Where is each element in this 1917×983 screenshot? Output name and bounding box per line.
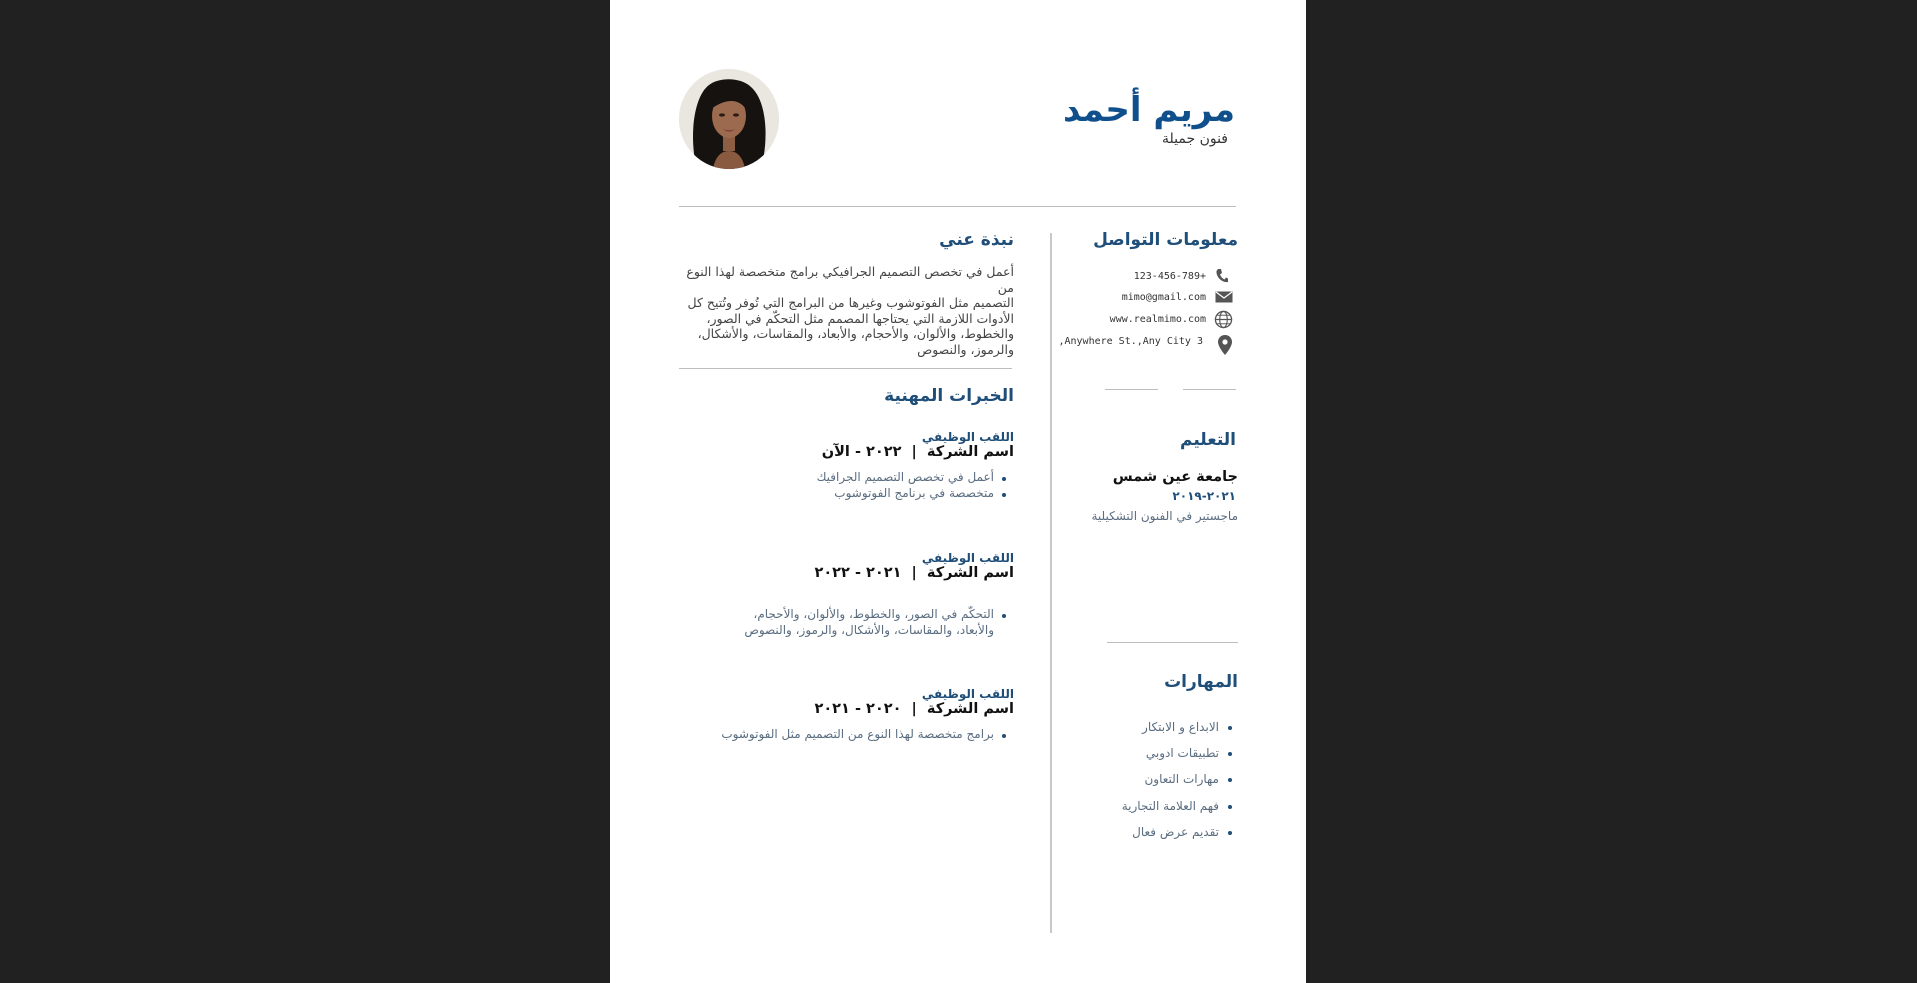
phone-icon [1215, 268, 1229, 284]
avatar [679, 69, 779, 169]
skill-text: تقديم عرض فعال [1132, 825, 1219, 839]
column-divider [1050, 233, 1052, 933]
contact-divider-left [1105, 389, 1158, 390]
job-bullet: متخصصة في برنامج الفوتوشوب [834, 486, 994, 500]
education-heading: التعليم [1180, 430, 1236, 450]
header-divider [679, 206, 1236, 207]
email-icon [1215, 291, 1233, 303]
job-title: اللقب الوظيفي [921, 551, 1014, 565]
about-paragraph [674, 264, 1014, 358]
company-name: اسم الشركة [926, 701, 1014, 717]
contact-divider-right [1183, 389, 1236, 390]
job-bullet-line: التحكّم في الصور، والخطوط، والألوان، والأحجام، [753, 607, 994, 621]
education-years: ٢٠٢١-٢٠١٩ [1172, 489, 1236, 503]
job-bullet-line: والأبعاد، والمقاسات، والأشكال، والرموز، والنصوص [744, 622, 994, 637]
bullet-dot [1228, 805, 1232, 809]
portrait-image [679, 69, 779, 169]
bullet-dot [1228, 831, 1232, 835]
email-text: mimo@gmail.com [1121, 292, 1206, 303]
job-title: اللقب الوظيفي [921, 687, 1014, 701]
location-pin-icon [1218, 335, 1232, 355]
about-heading: نبذة عني [939, 230, 1014, 250]
job-bullet: أعمل في تخصص التصميم الجرافيك [816, 470, 994, 484]
job-period: ٢٠٢١ - ٢٠٢٢ [814, 565, 902, 581]
university-name: جامعة عين شمس [1112, 469, 1238, 485]
about-line: والخطوط، والألوان، والأحجام، والأبعاد، والمقاسات، والأشكال، [697, 326, 1014, 342]
skill-text: تطبيقات ادوبي [1145, 746, 1219, 760]
address-text: 3 Anywhere St.,Any City, [1058, 336, 1203, 347]
job-bullet: برامج متخصصة لهذا النوع من التصميم مثل الفوتوشوب [721, 727, 994, 741]
job-company-line: اسم الشركة | ٢٠٢٢ - الآن [821, 444, 1014, 460]
bullet-dot [1002, 493, 1006, 497]
skill-text: فهم العلامة التجارية [1121, 799, 1219, 813]
job-company-line: اسم الشركة | ٢٠٢٠ - ٢٠٢١ [814, 701, 1014, 717]
company-name: اسم الشركة [926, 565, 1014, 581]
education-degree: ماجستير في الفنون التشكيلية [1091, 509, 1238, 523]
about-divider [679, 368, 1012, 369]
skill-text: الابداع و الابتكار [1142, 720, 1219, 734]
job-bullet [744, 607, 994, 639]
about-line: أعمل في تخصص التصميم الجرافيكي برامج متخصصة لهذا النوع من [686, 264, 1014, 295]
job-title: اللقب الوظيفي [921, 430, 1014, 444]
bullet-dot [1228, 778, 1232, 782]
skill-text: مهارات التعاون [1144, 772, 1219, 786]
bullet-dot [1002, 734, 1006, 738]
person-name: مريم أحمد [1062, 90, 1235, 130]
bullet-dot [1002, 614, 1006, 618]
bullet-dot [1002, 477, 1006, 481]
person-field: فنون جميلة [1162, 131, 1228, 147]
about-line: التصميم مثل الفوتوشوب وغيرها من البرامج التي تُوفر وتُتيح كل [687, 295, 1014, 311]
contact-heading: معلومات التواصل [1093, 230, 1238, 250]
resume-page [610, 0, 1306, 983]
skills-heading: المهارات [1164, 672, 1238, 692]
bullet-dot [1228, 726, 1232, 730]
job-company-line: اسم الشركة | ٢٠٢١ - ٢٠٢٢ [814, 565, 1014, 581]
globe-icon [1214, 310, 1233, 329]
job-period: ٢٠٢٠ - ٢٠٢١ [814, 701, 902, 717]
phone-text: +123-456-789 [1133, 271, 1206, 282]
company-name: اسم الشركة [926, 444, 1014, 460]
education-divider [1107, 642, 1238, 643]
about-line: الأدوات اللازمة التي يحتاجها المصمم مثل التحكّم في الصور، [706, 310, 1014, 326]
bullet-dot [1228, 752, 1232, 756]
website-text: www.realmimo.com [1109, 314, 1206, 325]
experience-heading: الخبرات المهنية [884, 386, 1014, 406]
job-period: ٢٠٢٢ - الآن [821, 444, 902, 460]
about-line: والرموز، والنصوص [917, 341, 1014, 357]
